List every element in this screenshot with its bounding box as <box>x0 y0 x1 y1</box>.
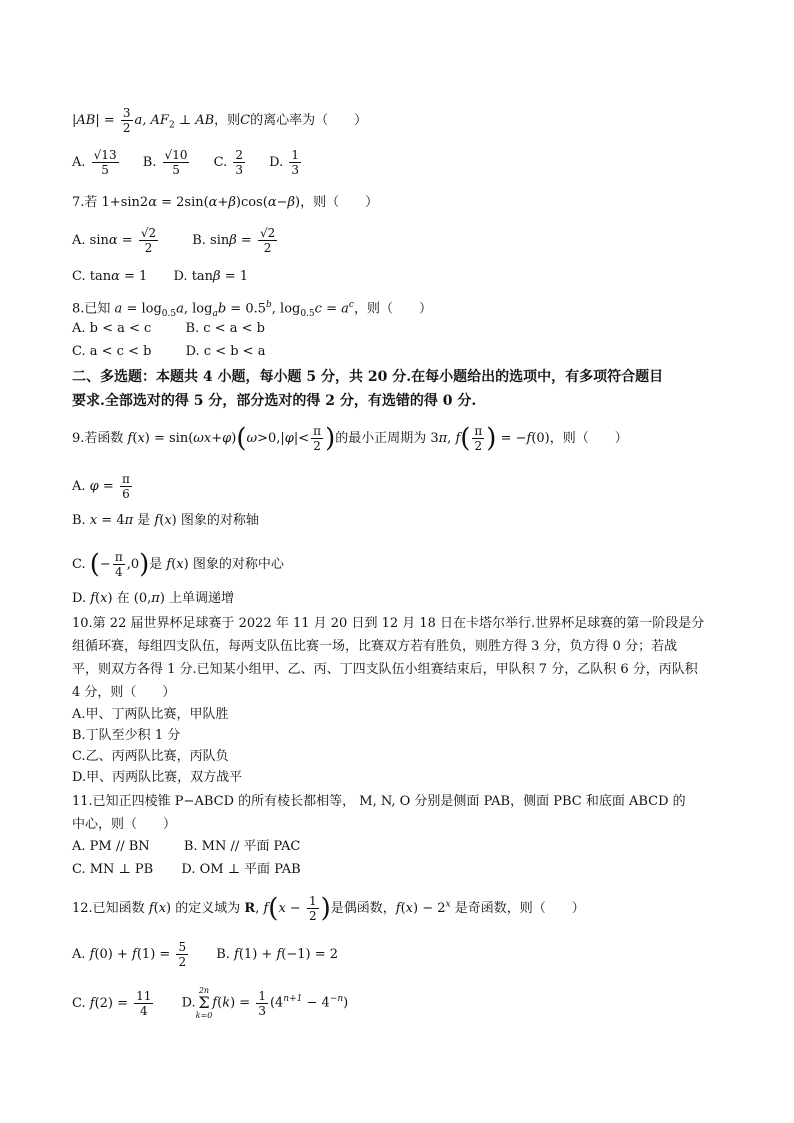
q10-option-b: B.丁队至少积 1 分 <box>72 728 181 743</box>
q8-option-d: D. c < b < a <box>185 344 266 359</box>
q11-option-c: C. MN ⊥ PB <box>72 862 154 877</box>
q9-stem: 9.若函数 f(x) = sin(ωx+φ)(ω>0,|φ|< $\frac{\pi}{2}$ )的最小正周期为 3π, f( $\frac{\pi}{2}$ ) = −f(0)，则（ ） <box>72 423 628 454</box>
q10-stem-line1: 10.第 22 届世界杯足球赛于 2022 年 11 月 20 日到 12 月 18 日在卡塔尔举行.世界杯足球赛的第一阶段是分 <box>72 616 705 631</box>
q10-stem-line4: 4 分，则（ ） <box>72 685 176 700</box>
q8-options-row1 <box>72 320 722 338</box>
q8-stem: 8.已知 $a = \log_{0.5}a$, $\log_ab = 0.5^b$, $\log_{0.5}c = a^c$，则（ ） <box>72 300 432 319</box>
q8-options-row2 <box>72 343 722 361</box>
q12-options-row1 <box>72 940 722 969</box>
q9-option-d: D. f(x) 在 (0,π) 上单调递增 <box>72 591 235 606</box>
section2-heading: 二、多选题：本题共 4 小题，每小题 5 分，共 20 分.在每小题给出的选项中，有多项符合题目 <box>72 369 664 385</box>
q7-option-b: B. sinβ = $\frac{√2}{2}$ <box>192 226 276 255</box>
q11-option-d: D. OM ⊥ 平面 PAB <box>181 862 301 877</box>
q11-options-row1 <box>72 838 722 856</box>
q11-stem-line1: 11.已知正四棱锥 P−ABCD 的所有棱长都相等， M, N, O 分别是侧面 PAB，侧面 PBC 和底面 ABCD 的 <box>72 794 686 809</box>
q11-stem-line2: 中心，则（ ） <box>72 817 177 832</box>
q7-option-a: A. sinα = $\frac{√2}{2}$ <box>72 226 157 255</box>
q12-option-b: B. f(1) + f(−1) = 2 <box>216 947 338 962</box>
q10-option-d: D.甲、丙两队比赛，双方战平 <box>72 770 243 785</box>
q8-option-c: C. a < c < b <box>72 344 152 359</box>
q9-option-c: C. (− $\frac{\pi}{4}$ ,0)是 f(x) 图象的对称中心 <box>72 549 284 580</box>
q7-stem: 7.若 1+sin2α = 2sin(α+β)cos(α−β)，则（ ） <box>72 195 379 210</box>
q6-option-d: D. $\frac{1}{3}$ <box>269 148 300 177</box>
q10-option-c: C.乙、丙两队比赛，丙队负 <box>72 749 229 764</box>
q12-option-d: D. 2n Σ k=0 f(k) = $\frac{1}{3}$ $(4^{n+1} - 4^{-n})$ <box>181 986 349 1020</box>
q12-stem: 12.已知函数 f(x) 的定义域为 R, f(x − $\frac{1}{2}$ )是偶函数，$f(x) - 2^x$ 是奇函数，则（ ） <box>72 893 585 924</box>
q12-option-a: A. f(0) + f(1) = $\frac{5}{2}$ <box>72 940 187 969</box>
q7-options-row2 <box>72 268 722 286</box>
q6-option-a: A. $\frac{√13}{5}$ <box>72 148 117 177</box>
q8-option-a: A. b < a < c <box>72 321 152 336</box>
q6-option-c: C. $\frac{2}{3}$ <box>213 148 243 177</box>
q12-option-c: C. f(2) = $\frac{11}{4}$ <box>72 988 152 1018</box>
q7-option-d: D. tanβ = 1 <box>173 269 248 284</box>
q10-option-a: A.甲、丁两队比赛，甲队胜 <box>72 707 229 722</box>
q6-stem: |AB| = $\frac{3}{2}$ a, $AF_2$ ⊥ AB，则C的离心率为（ ） <box>72 106 368 135</box>
q12-options-row2 <box>72 986 722 1020</box>
q9-option-a: A. φ = $\frac{\pi}{6}$ <box>72 472 130 501</box>
q11-options-row2 <box>72 861 722 879</box>
q11-option-b: B. MN // 平面 PAC <box>183 839 301 854</box>
q10-stem-line3: 平，则双方各得 1 分.已知某小组甲、乙、丙、丁四支队伍小组赛结束后，甲队积 7 分，乙队积 6 分，丙队积 <box>72 662 698 677</box>
q6-option-b: B. $\frac{√10}{5}$ <box>142 148 188 177</box>
q9-option-b: B. x = 4π 是 f(x) 图象的对称轴 <box>72 513 259 528</box>
q10-stem-line2: 组循环赛，每组四支队伍，每两支队伍比赛一场，比赛双方若有胜负，则胜方得 3 分，负方得 0 分；若战 <box>72 639 678 654</box>
q6-options <box>72 148 722 177</box>
q11-option-a: A. PM // BN <box>72 839 150 854</box>
q8-option-b: B. c < a < b <box>185 321 265 336</box>
q7-options-row1 <box>72 226 722 255</box>
section2-heading-2: 要求.全部选对的得 5 分，部分选对的得 2 分，有选错的得 0 分. <box>72 393 477 409</box>
q7-option-c: C. tanα = 1 <box>72 269 148 284</box>
